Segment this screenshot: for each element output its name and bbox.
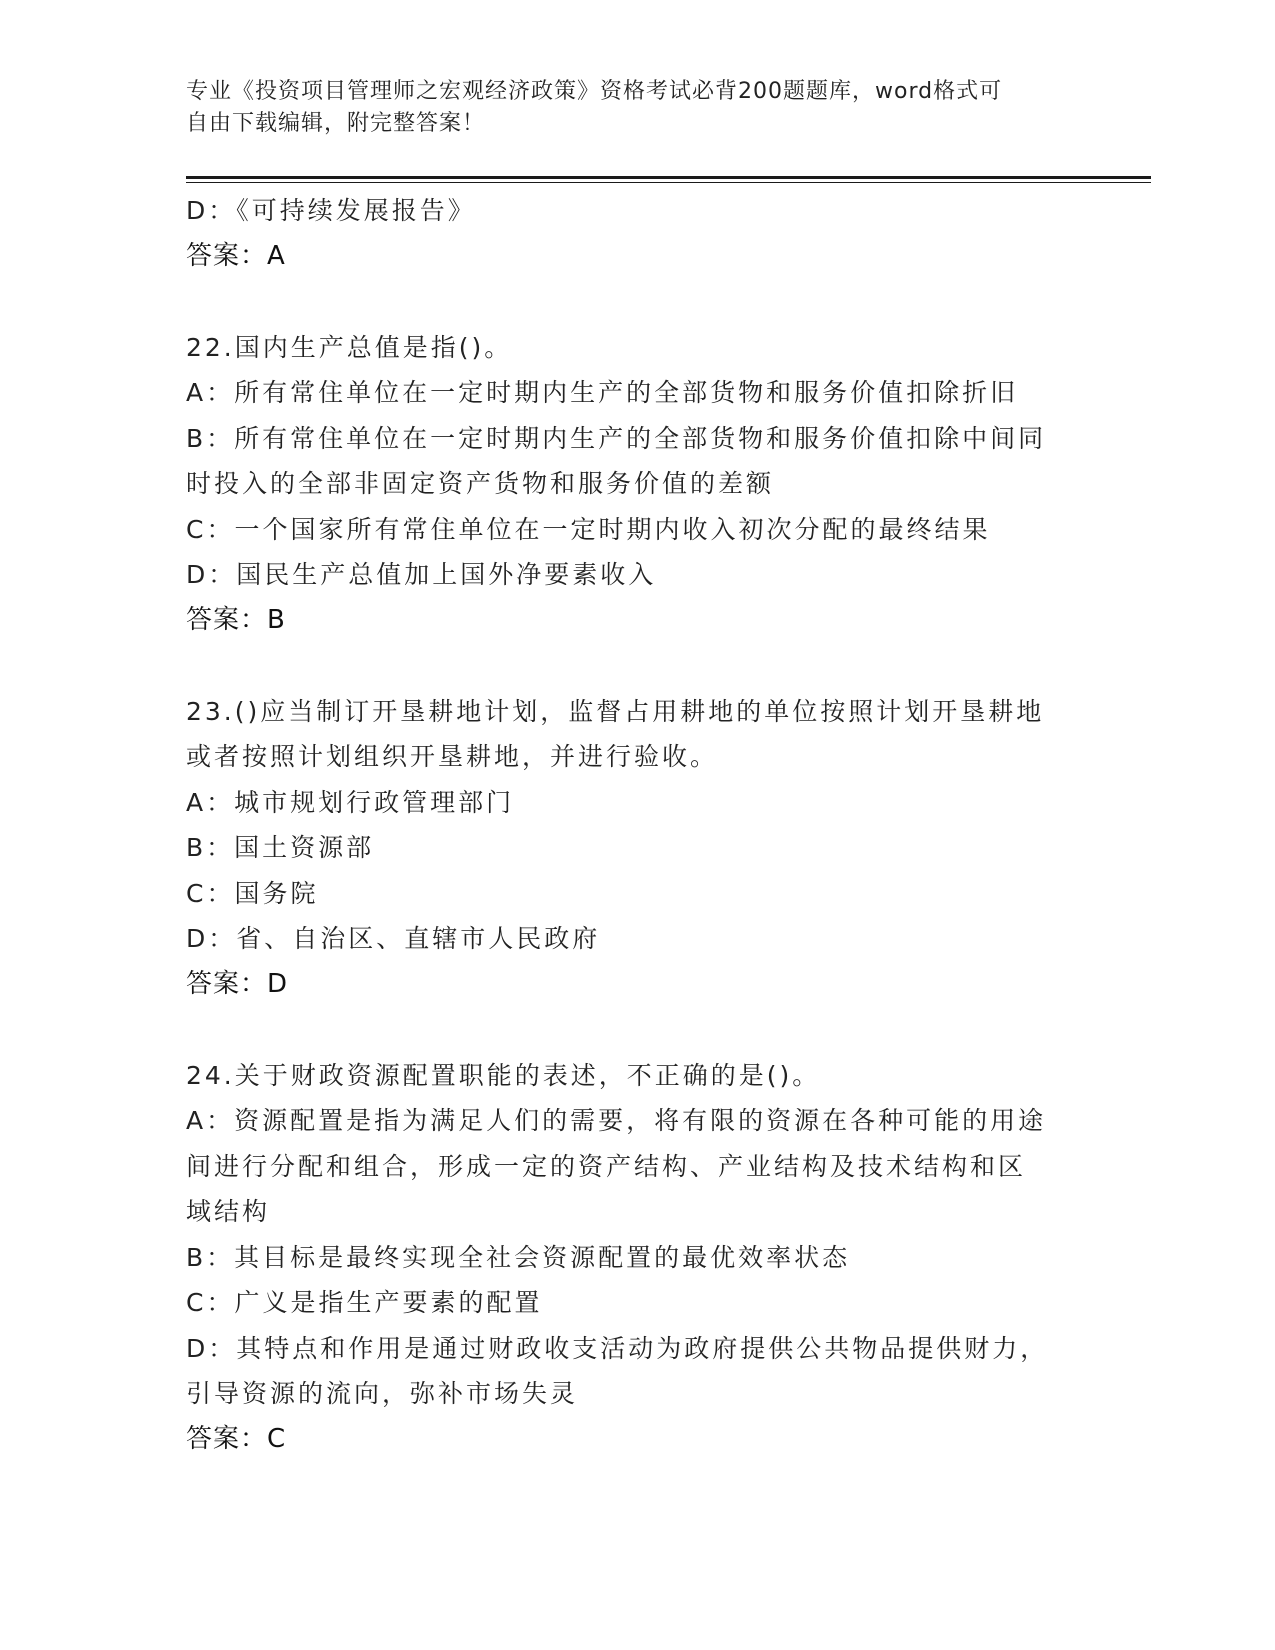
- option-a-line-3: 域结构: [186, 1197, 271, 1226]
- option-d-line-2: 引导资源的流向，弥补市场失灵: [186, 1379, 579, 1408]
- option-b: B：国土资源部: [186, 833, 375, 862]
- question-24: [186, 1053, 1086, 1463]
- option-c: C：广义是指生产要素的配置: [186, 1288, 543, 1317]
- question-stem-line-2: 或者按照计划组织开垦耕地，并进行验收。: [186, 742, 719, 771]
- spacer: [186, 1007, 1086, 1053]
- option-c: C：国务院: [186, 878, 319, 908]
- header-line-2: 自由下载编辑，附完整答案！: [186, 111, 486, 136]
- answer: 答案：C: [186, 1423, 287, 1454]
- question-23: [186, 689, 1086, 1008]
- option-d-line-1: D：其特点和作用是通过财政收支活动为政府提供公共物品提供财力，: [186, 1333, 1049, 1363]
- option-b-line-2: 时投入的全部非固定资产货物和服务价值的差额: [186, 469, 775, 498]
- question-21-carryover: [186, 188, 1086, 279]
- option-a-line-1: A：资源配置是指为满足人们的需要，将有限的资源在各种可能的用途: [186, 1106, 1047, 1135]
- option-d: D：《可持续发展报告》: [186, 196, 476, 225]
- question-22: [186, 325, 1086, 644]
- question-stem-line-1: 23.()应当制订开垦耕地计划，监督占用耕地的单位按照计划开垦耕地: [186, 696, 1045, 726]
- header-divider-thin: [186, 182, 1151, 183]
- question-stem: 22.国内生产总值是指()。: [186, 332, 513, 362]
- question-list: [186, 188, 1086, 1462]
- header-divider-thick: [186, 176, 1151, 179]
- answer: 答案：D: [186, 968, 289, 999]
- option-a: A：所有常住单位在一定时期内生产的全部货物和服务价值扣除折旧: [186, 378, 1019, 407]
- question-stem: 24.关于财政资源配置职能的表述，不正确的是()。: [186, 1060, 821, 1090]
- header-line-1: 专业《投资项目管理师之宏观经济政策》资格考试必背200题题库，word格式可: [186, 79, 1003, 104]
- spacer: [186, 643, 1086, 689]
- option-c: C：一个国家所有常住单位在一定时期内收入初次分配的最终结果: [186, 514, 991, 544]
- option-a: A：城市规划行政管理部门: [186, 787, 515, 817]
- option-a-line-2: 间进行分配和组合，形成一定的资产结构、产业结构及技术结构和区: [186, 1151, 1027, 1181]
- document-header: [186, 76, 1066, 140]
- option-d: D：国民生产总值加上国外净要素收入: [186, 560, 657, 589]
- option-d: D：省、自治区、直辖市人民政府: [186, 924, 601, 953]
- answer: 答案：B: [186, 604, 286, 635]
- spacer: [186, 279, 1086, 325]
- option-b-line-1: B：所有常住单位在一定时期内生产的全部货物和服务价值扣除中间同: [186, 423, 1047, 453]
- answer: 答案：A: [186, 240, 286, 271]
- option-b: B：其目标是最终实现全社会资源配置的最优效率状态: [186, 1242, 851, 1272]
